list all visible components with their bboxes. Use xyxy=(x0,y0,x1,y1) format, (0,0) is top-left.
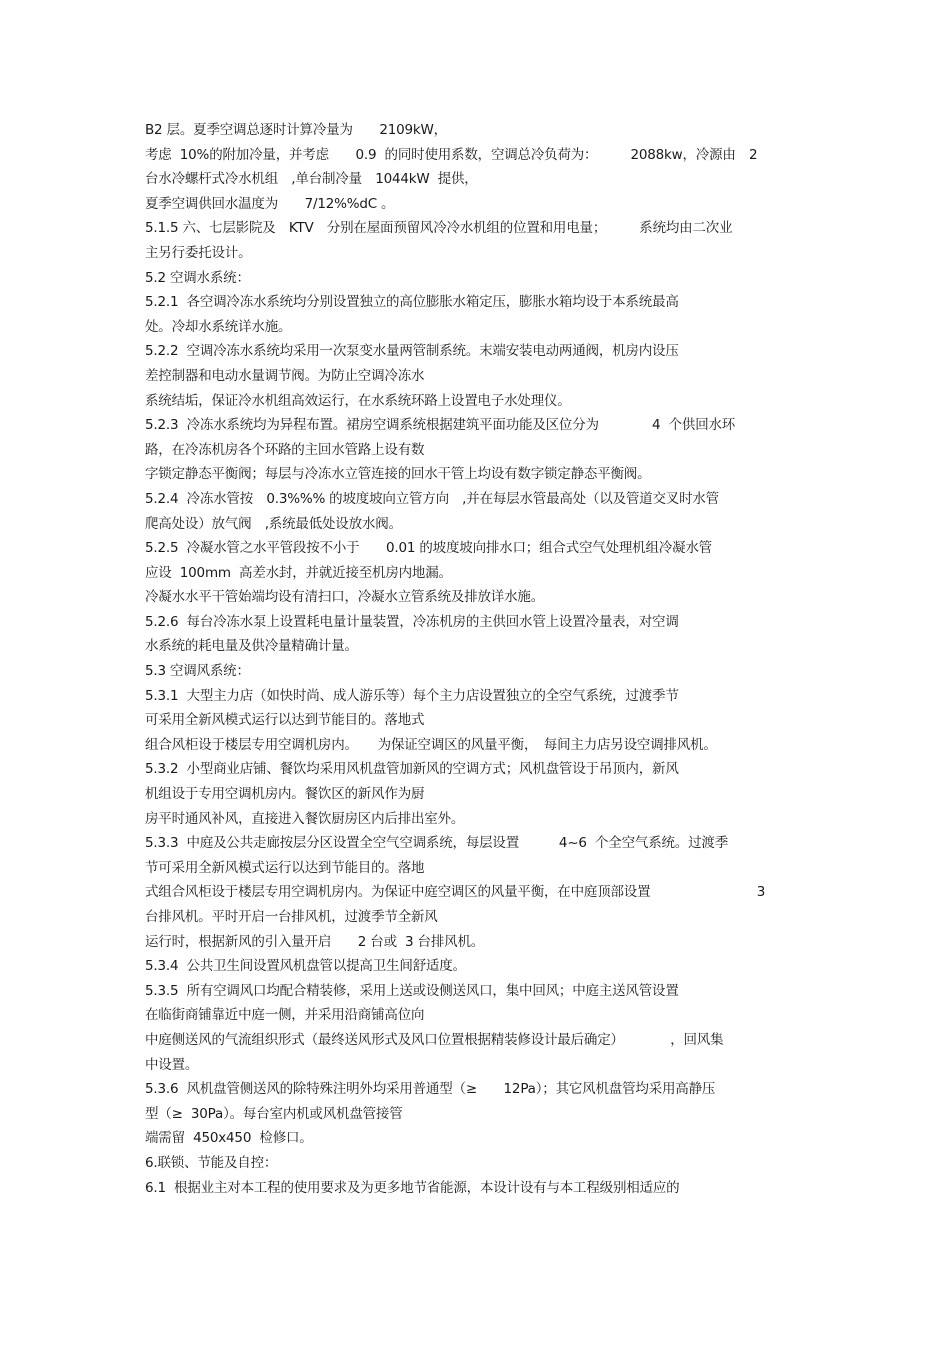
text-line: 字锁定静态平衡阀；每层与冷冻水立管连接的回水干管上均设有数字锁定静态平衡阀。 xyxy=(145,466,651,483)
text-line: 机组设于专用空调机房内。餐饮区的新风作为厨 xyxy=(145,786,425,803)
section-heading: 5.2 空调水系统： xyxy=(145,269,250,286)
section-heading: 5.3 空调风系统： xyxy=(145,663,250,680)
text-line: 夏季空调供回水温度为 7/12%%dC 。 xyxy=(145,195,395,212)
text-line: 5.2.3 冷冻水系统均为异程布置。裙房空调系统根据建筑平面功能及区位分为 4 个供回水环 xyxy=(145,417,736,434)
text-line: 爬高处设）放气阀 ,系统最低处设放水阀。 xyxy=(145,515,402,532)
text-line: 考虑 10%的附加冷量，并考虑 0.9 的同时使用系数，空调总冷负荷为： 2088kw，冷源由 2 xyxy=(145,146,758,163)
text-line: 台排风机。平时开启一台排风机，过渡季节全新风 xyxy=(145,909,438,925)
text-line: 主另行委托设计。 xyxy=(145,244,252,261)
text-line: 中设置。 xyxy=(145,1056,199,1073)
text-line: 6.1 根据业主对本工程的使用要求及为更多地节省能源，本设计设有与本工程级别相适应的 xyxy=(145,1179,680,1196)
text-line: 5.3.4 公共卫生间设置风机盘管以提高卫生间舒适度。 xyxy=(145,958,466,975)
text-line: 处。冷却水系统详水施。 xyxy=(145,318,292,335)
text-line: 在临街商铺靠近中庭一侧，并采用沿商铺高位向 xyxy=(145,1007,425,1024)
text-line: 5.3.3 中庭及公共走廊按层分区设置全空气空调系统，每层设置 4~6 个全空气系统。过渡季 xyxy=(145,835,729,852)
text-line: 5.3.2 小型商业店铺、餐饮均采用风机盘管加新风的空调方式；风机盘管设于吊顶内，新风 xyxy=(145,761,679,778)
text-line: 5.2.2 空调冷冻水系统均采用一次泵变水量两管制系统。末端安装电动两通阀，机房内设压 xyxy=(145,343,679,360)
text-line: 节可采用全新风模式运行以达到节能目的。落地 xyxy=(145,859,425,876)
text-line: 式组合风柜设于楼层专用空调机房内。为保证中庭空调区的风量平衡，在中庭顶部设置 3 xyxy=(145,884,766,901)
text-line: 5.3.5 所有空调风口均配合精装修，采用上送或设侧送风口，集中回风；中庭主送风管设置 xyxy=(145,982,679,999)
text-line: 应设 100mm 高差水封，并就近接至机房内地漏。 xyxy=(145,564,452,581)
text-line: 5.3.6 风机盘管侧送风的除特殊注明外均采用普通型（≥ 12Pa）；其它风机盘管均采用高静压 xyxy=(145,1081,716,1098)
text-line: 差控制器和电动水量调节阀。为防止空调冷冻水 xyxy=(145,367,425,384)
text-line: 水系统的耗电量及供冷量精确计量。 xyxy=(145,638,358,655)
section-heading: 6.联锁、节能及自控： xyxy=(145,1154,278,1171)
document-body xyxy=(145,118,815,1200)
text-line: 5.1.5 六、七层影院及 KTV 分别在屋面预留风冷冷水机组的位置和用电量； 系统均由二次业 xyxy=(145,220,733,237)
text-line: B2 层。夏季空调总逐时计算冷量为 2109kW， xyxy=(145,122,447,138)
text-line: 5.2.6 每台冷冻水泵上设置耗电量计量装置，冷冻机房的主供回水管上设置冷量表，对空调 xyxy=(145,613,679,630)
text-line: 台水冷螺杆式冷水机组 ,单台制冷量 1044kW 提供， xyxy=(145,171,478,188)
text-line: 5.2.1 各空调冷冻水系统均分别设置独立的高位膨胀水箱定压，膨胀水箱均设于本系统最高 xyxy=(145,294,679,311)
text-line: 系统结垢，保证冷水机组高效运行，在水系统环路上设置电子水处理仪。 xyxy=(145,392,571,409)
text-line: 路，在冷冻机房各个环路的主回水管路上设有数 xyxy=(145,441,425,458)
text-line: 型（≥ 30Pa）。每台室内机或风机盘管接管 xyxy=(145,1105,403,1122)
text-line: 5.2.4 冷冻水管按 0.3%%% 的坡度坡向立管方向 ,并在每层水管最高处（以及管道交叉时水管 xyxy=(145,490,719,507)
text-line: 可采用全新风模式运行以达到节能目的。落地式 xyxy=(145,712,425,729)
text-line: 中庭侧送风的气流组织形式（最终送风形式及风口位置根据精装修设计最后确定） ，回风集 xyxy=(145,1031,724,1048)
text-line: 运行时，根据新风的引入量开启 2 台或 3 台排风机。 xyxy=(145,933,485,950)
text-line: 冷凝水水平干管始端均设有清扫口，冷凝水立管系统及排放详水施。 xyxy=(145,589,544,606)
text-line: 5.3.1 大型主力店（如快时尚、成人游乐等）每个主力店设置独立的全空气系统，过渡季节 xyxy=(145,687,679,704)
text-line: 房平时通风补风，直接进入餐饮厨房区内后排出室外。 xyxy=(145,810,465,827)
text-line: 端需留 450x450 检修口。 xyxy=(145,1130,313,1147)
text-line: 组合风柜设于楼层专用空调机房内。 为保证空调区的风量平衡， 每间主力店另设空调排风机。 xyxy=(145,736,717,753)
text-line: 5.2.5 冷凝水管之水平管段按不小于 0.01 的坡度坡向排水口；组合式空气处理机组冷凝水管 xyxy=(145,540,712,557)
